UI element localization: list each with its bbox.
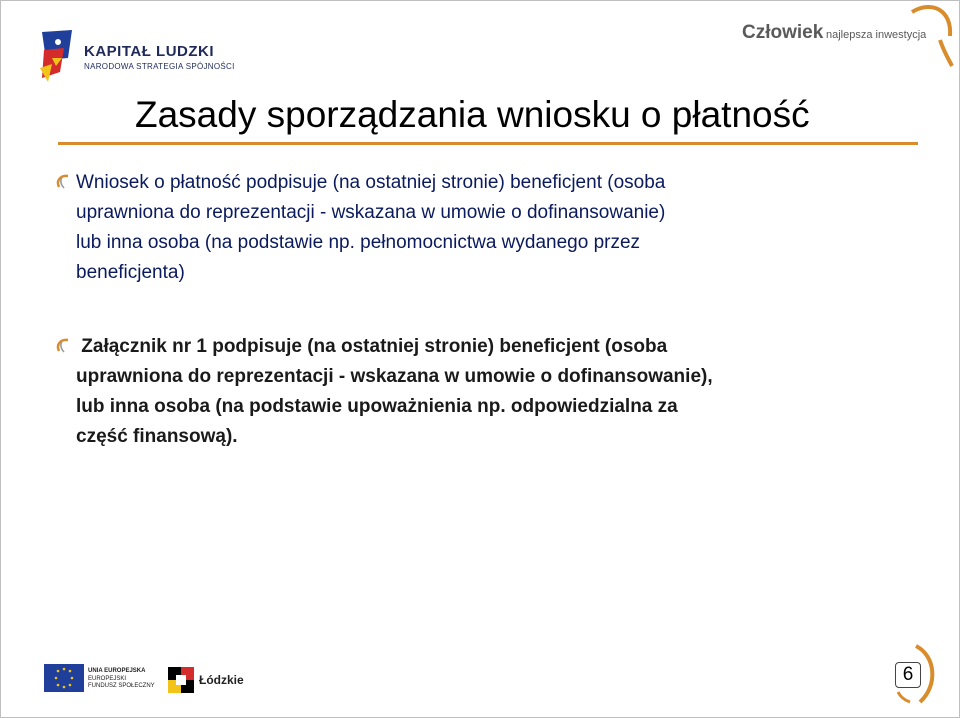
eu-label: UNIA EUROPEJSKA bbox=[88, 668, 146, 674]
lodzkie-logo-text: Łódzkie bbox=[199, 673, 244, 687]
eu-fund-label: EUROPEJSKI FUNDUSZ SPOŁECZNY bbox=[88, 676, 155, 689]
bullet-text-1: Wniosek o płatność podpisuje (na ostatniej stronie) beneficjent (osoba uprawniona do reprezentacji - wskazana w umowie o dofinansowanie) lub inna osoba (na podstawie np. pełnomocnictwa wydanego przez beneficjenta) bbox=[76, 172, 666, 283]
bullet-swirl-icon bbox=[54, 173, 72, 191]
kapital-ludzki-logo-icon bbox=[38, 28, 78, 84]
slide-title: Zasady sporządzania wniosku o płatność bbox=[135, 94, 810, 135]
czlowiek-tagline: najlepsza inwestycja bbox=[826, 29, 927, 41]
title-divider bbox=[58, 142, 918, 145]
page-number: 6 bbox=[895, 662, 921, 688]
kapital-ludzki-subtitle: NARODOWA STRATEGIA SPÓJNOŚCI bbox=[84, 62, 235, 71]
orange-swoosh-icon bbox=[892, 0, 960, 70]
czlowiek-logo-text: Człowiek bbox=[742, 22, 824, 43]
bullet-swirl-icon bbox=[54, 337, 72, 355]
eu-flag-icon bbox=[44, 664, 84, 692]
bullet-text-2: Załącznik nr 1 podpisuje (na ostatniej stronie) beneficjent (osoba uprawniona do reprezentacji - wskazana w umowie o dofinansowanie), lub inna osoba (na podstawie upoważnienia np. odpowiedzialna za część finansową). bbox=[76, 336, 713, 447]
kapital-ludzki-title: KAPITAŁ LUDZKI bbox=[84, 43, 215, 60]
lodzkie-logo-icon bbox=[168, 667, 194, 693]
